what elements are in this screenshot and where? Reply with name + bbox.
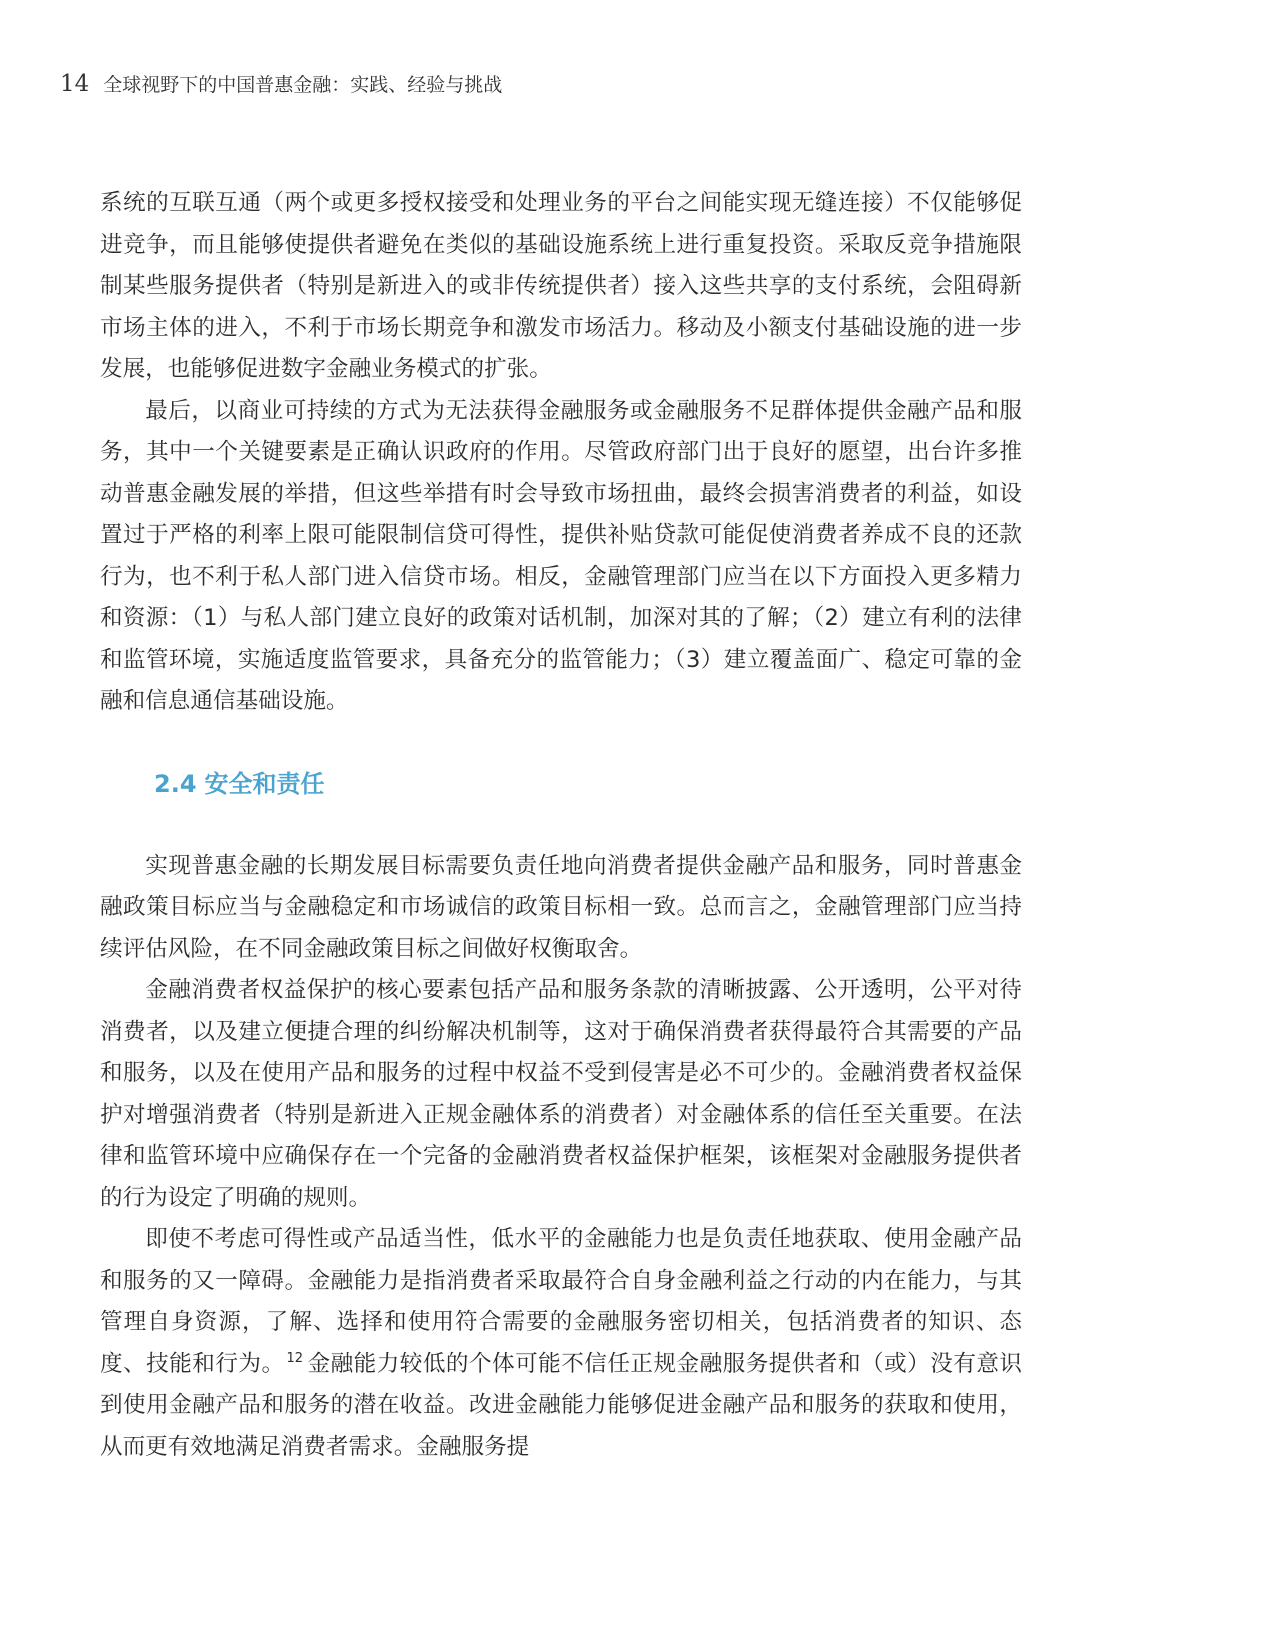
financial-capability-text-part1: 即使不考虑可得性或产品适当性，低水平的金融能力也是负责任地获取、使用金融产品和服务的又一障碍。金融能力是指消费者采取最符合自身金融利益之行动的内在能力，与其管理自身资源，了解、选择和使用符合需要的金融服务密切相关，包括消费者的知识、态度、技能和行为。 bbox=[100, 1226, 1022, 1377]
section-heading bbox=[100, 723, 1022, 846]
paragraph-government-role: 最后，以商业可持续的方式为无法获得金融服务或金融服务不足群体提供金融产品和服务，其中一个关键要素是正确认识政府的作用。尽管政府部门出于良好的愿望，出台许多推动普惠金融发展的举措，但这些举措有时会导致市场扭曲，最终会损害消费者的利益，如设置过于严格的利率上限可能限制信贷可得性，提供补贴贷款可能促使消费者养成不良的还款行为，也不利于私人部门进入信贷市场。相反，金融管理部门应当在以下方面投入更多精力和资源：（1）与私人部门建立良好的政策对话机制，加深对其的了解；（2）建立有利的法律和监管环境，实施适度监管要求，具备充分的监管能力；（3）建立覆盖面广、稳定可靠的金融和信息通信基础设施。 bbox=[100, 397, 1022, 714]
paragraph-interconnection: 系统的互联互通（两个或更多授权接受和处理业务的平台之间能实现无缝连接）不仅能够促进竞争，而且能够使提供者避免在类似的基础设施系统上进行重复投资。采取反竞争措施限制某些服务提供者（特别是新进入的或非传统提供者）接入这些共享的支付系统，会阻碍新市场主体的进入，不利于市场长期竞争和激发市场活力。移动及小额支付基础设施的进一步发展，也能够促进数字金融业务模式的扩张。 bbox=[100, 190, 1022, 382]
body-text bbox=[100, 183, 1022, 1468]
paragraph-consumer-protection: 金融消费者权益保护的核心要素包括产品和服务条款的清晰披露、公开透明，公平对待消费者，以及建立便捷合理的纠纷解决机制等，这对于确保消费者获得最符合其需要的产品和服务，以及在使用产品和服务的过程中权益不受到侵害是必不可少的。金融消费者权益保护对增强消费者（特别是新进入正规金融体系的消费者）对金融体系的信任至关重要。在法律和监管环境中应确保存在一个完备的金融消费者权益保护框架，该框架对金融服务提供者的行为设定了明确的规则。 bbox=[100, 977, 1022, 1211]
section-number: 2.4 bbox=[154, 769, 197, 798]
running-header bbox=[60, 70, 502, 104]
financial-capability-text-part2: 金融能力较低的个体可能不信任正规金融服务提供者和（或）没有意识到使用金融产品和服务的潜在收益。改进金融能力能够促进金融产品和服务的获取和使用，从而更有效地满足消费者需求。金融服务提 bbox=[100, 1350, 1023, 1460]
book-title: 全球视野下的中国普惠金融：实践、经验与挑战 bbox=[103, 74, 503, 96]
page-number: 14 bbox=[60, 71, 90, 97]
paragraph-financial-capability bbox=[100, 1219, 1022, 1468]
paragraph-responsible-provision: 实现普惠金融的长期发展目标需要负责任地向消费者提供金融产品和服务，同时普惠金融政策目标应当与金融稳定和市场诚信的政策目标相一致。总而言之，金融管理部门应当持续评估风险，在不同金融政策目标之间做好权衡取舍。 bbox=[100, 852, 1022, 962]
footnote-reference[interactable]: 12 bbox=[286, 1350, 304, 1366]
section-title: 安全和责任 bbox=[204, 769, 325, 798]
